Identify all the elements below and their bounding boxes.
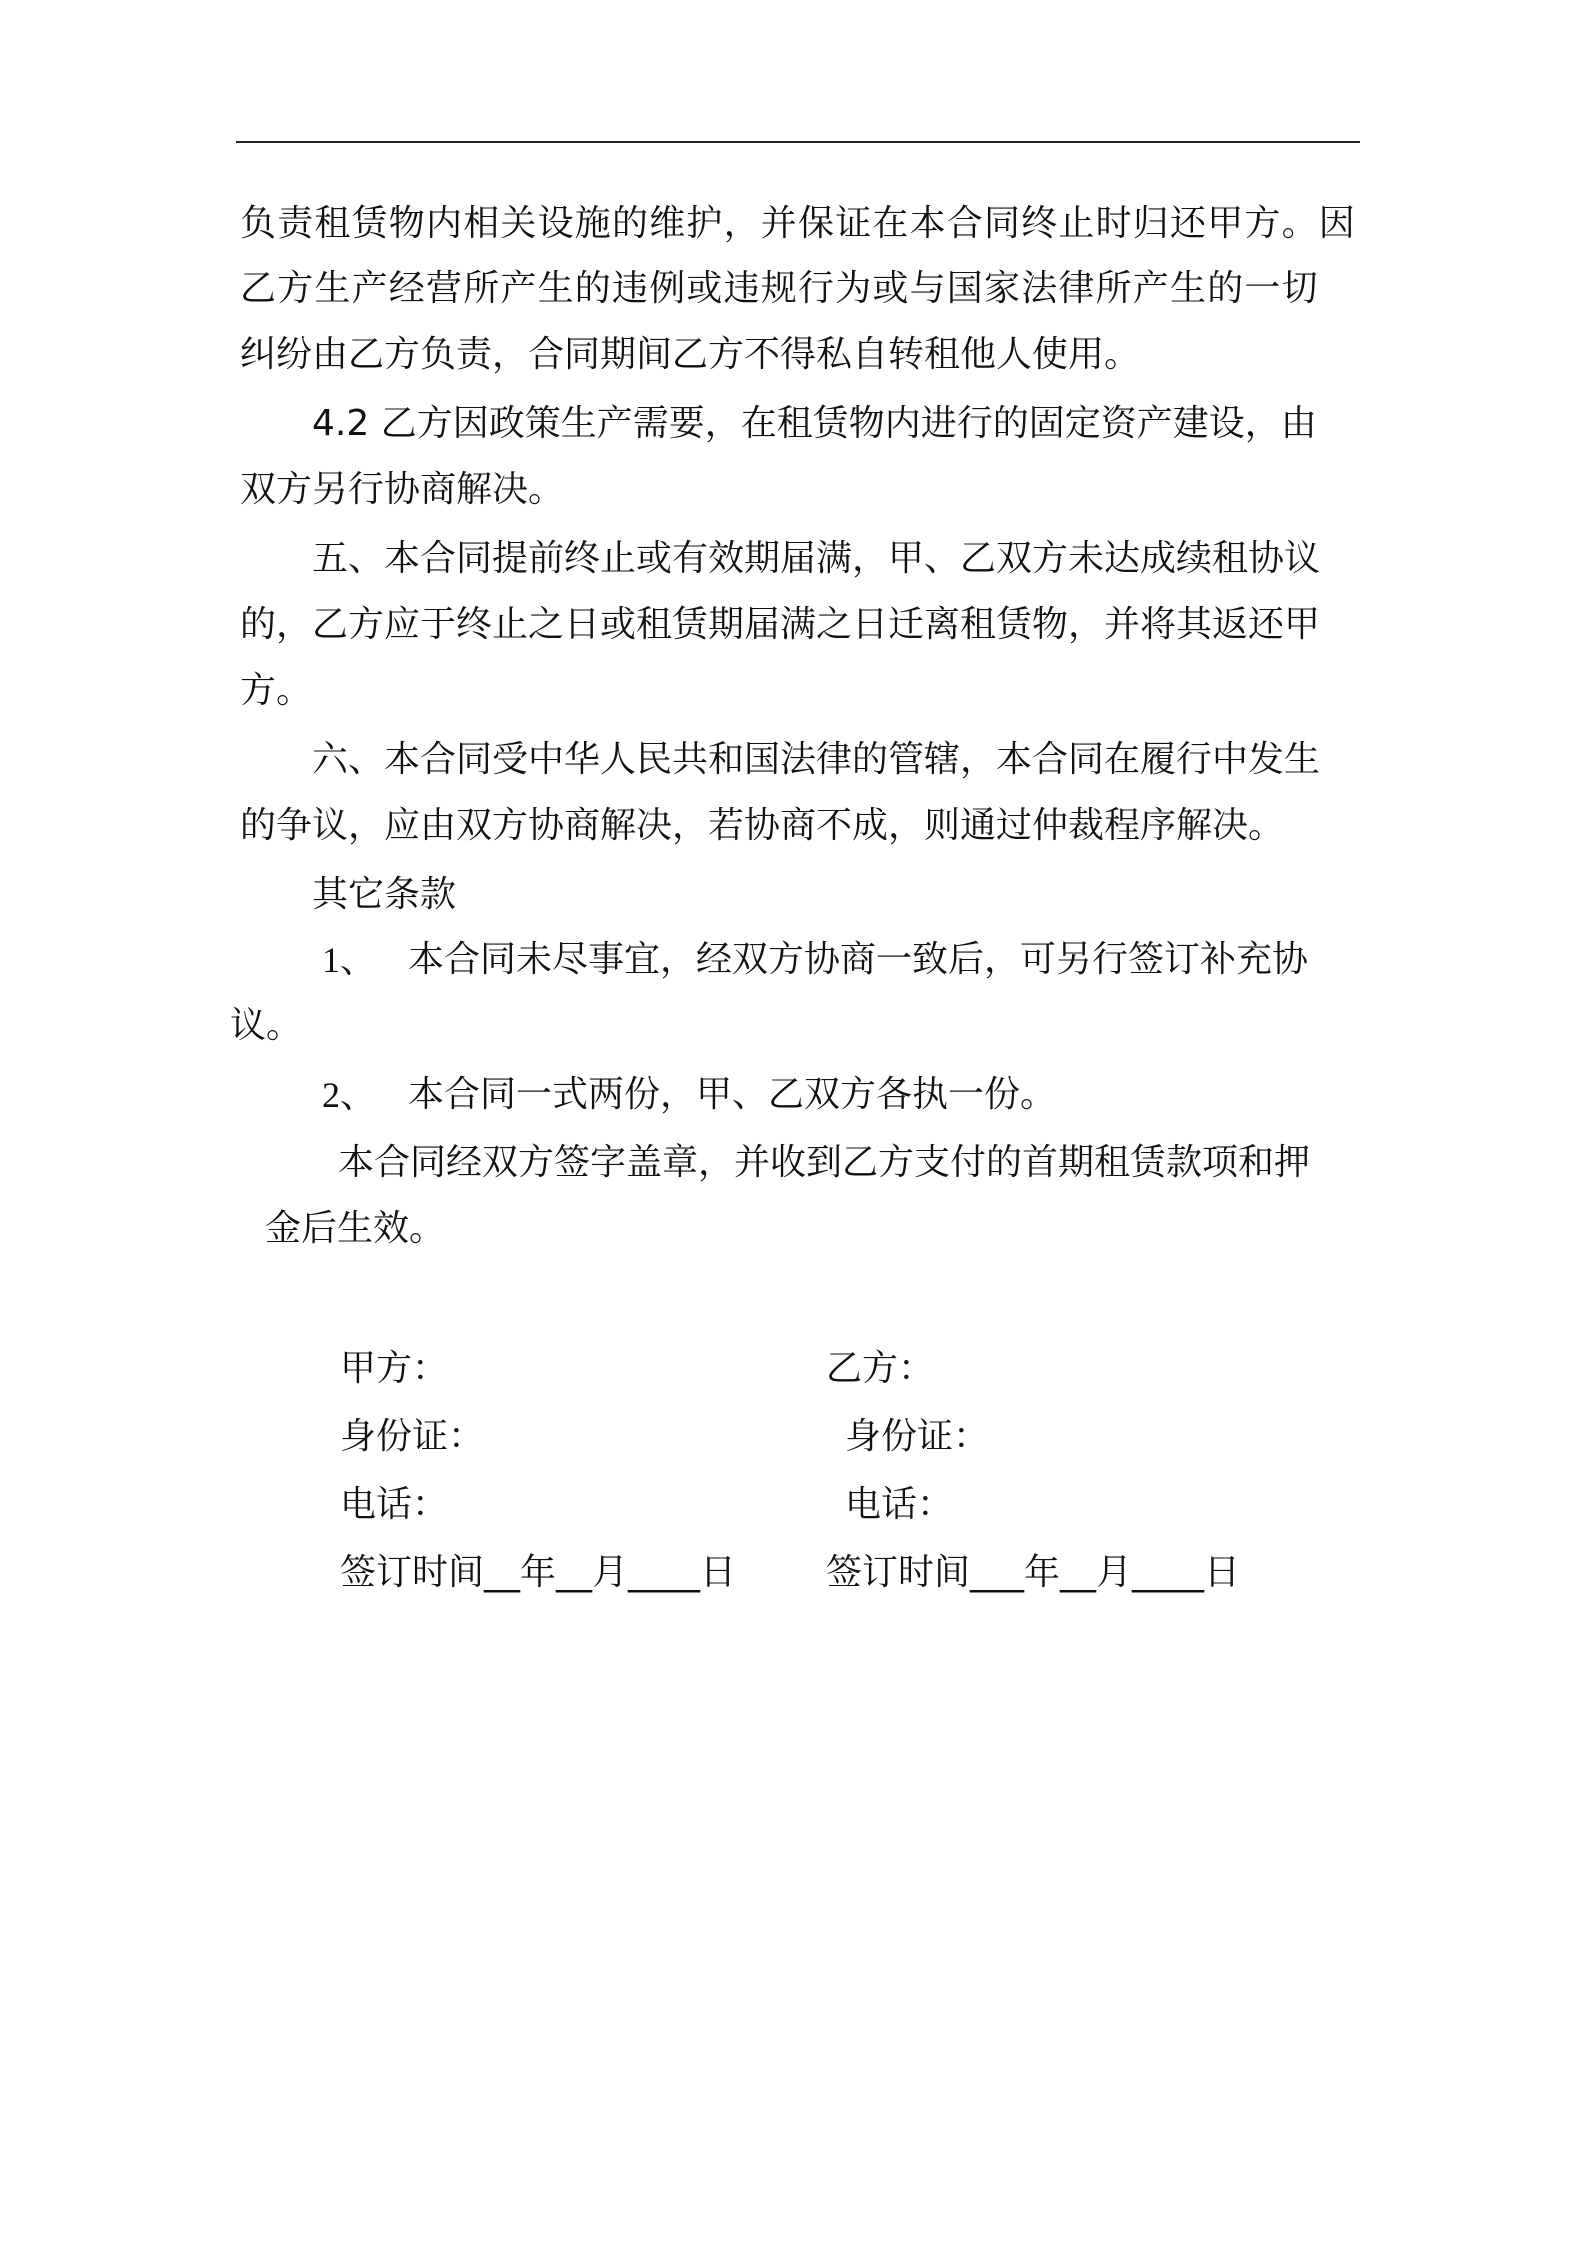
- item-1-line-2: 议。: [230, 1005, 303, 1046]
- party-b-label: 乙方：: [826, 1348, 935, 1389]
- party-b-phone-label: 电话：: [845, 1484, 954, 1525]
- item-2-number: 2、: [322, 1075, 377, 1115]
- paragraph-2-line-1: 4.2 乙方因政策生产需要，在租赁物内进行的固定资产建设，由: [312, 403, 1317, 444]
- item-1-number: 1、: [322, 940, 377, 980]
- paragraph-4-line-1: 六、本合同受中华人民共和国法律的管辖，本合同在履行中发生: [312, 739, 1321, 780]
- paragraph-4-line-2: 的争议，应由双方协商解决，若协商不成，则通过仲裁程序解决。: [240, 805, 1285, 846]
- paragraph-1-line-3: 纠纷由乙方负责，合同期间乙方不得私自转租他人使用。: [240, 334, 1141, 375]
- party-a-id-label: 身份证：: [340, 1416, 485, 1457]
- paragraph-3-line-3: 方。: [240, 670, 313, 711]
- party-b-id-label: 身份证：: [845, 1416, 990, 1457]
- paragraph-3-line-2: 的，乙方应于终止之日或租赁期届满之日迁离租赁物，并将其返还甲: [240, 604, 1321, 645]
- party-a-phone-label: 电话：: [340, 1484, 449, 1525]
- paragraph-5-line-1: 本合同经双方签字盖章，并收到乙方支付的首期租赁款项和押: [338, 1142, 1311, 1183]
- paragraph-1-line-2: 乙方生产经营所产生的违例或违规行为或与国家法律所产生的一切: [240, 268, 1319, 309]
- paragraph-1-line-1: 负责租赁物内相关设施的维护，并保证在本合同终止时归还甲方。因: [240, 203, 1357, 244]
- paragraph-2-line-2: 双方另行协商解决。: [240, 469, 565, 510]
- item-2-line-1: 本合同一式两份，甲、乙双方各执一份。: [408, 1074, 1057, 1115]
- paragraph-3-line-1: 五、本合同提前终止或有效期届满，甲、乙双方未达成续租协议: [312, 538, 1321, 579]
- paragraph-5-line-2: 金后生效。: [265, 1208, 446, 1249]
- party-b-sign-date: 签订时间___年__月____日: [826, 1552, 1241, 1593]
- item-1-line-1: 本合同未尽事宜，经双方协商一致后，可另行签订补充协: [408, 939, 1309, 980]
- party-a-sign-date: 签订时间__年__月____日: [340, 1552, 737, 1593]
- other-terms-heading: 其它条款: [312, 874, 457, 915]
- party-a-label: 甲方：: [340, 1348, 449, 1389]
- header-rule: [236, 141, 1360, 143]
